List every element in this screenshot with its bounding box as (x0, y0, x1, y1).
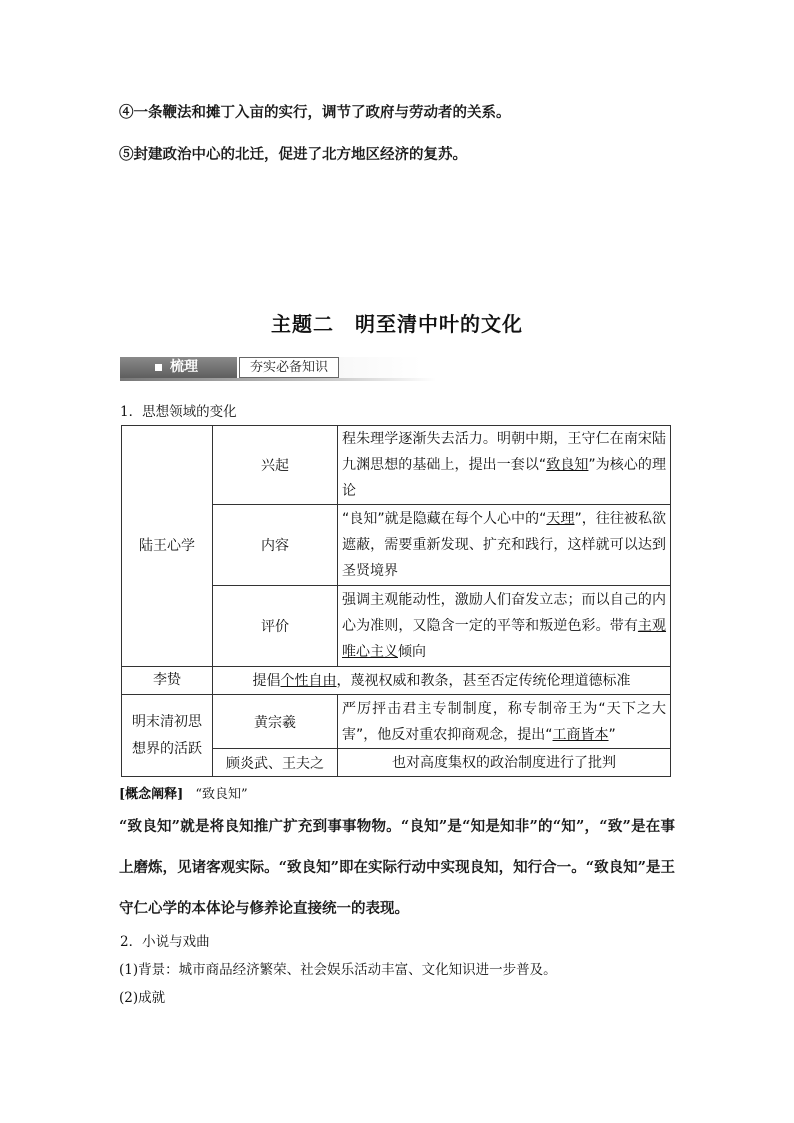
concept-tag: [概念阐释] (119, 787, 184, 802)
content-text: 提倡 (252, 672, 281, 689)
group-label-lizhi: 李贽 (122, 667, 213, 695)
aspect-cell: 评价 (213, 586, 338, 667)
section1-heading: 1．思想领域的变化 (120, 404, 237, 420)
content-text: ”，往往被私欲遮蔽，需要重新发现、扩充和践行，这样就可以达到圣贤境界 (342, 511, 666, 579)
content-text: 强调主观能动性，激励人们奋发立志；而以自己的内心为准则，又隐含一定的平等和叛逆色彩。带有 (342, 592, 666, 634)
concept-term: “致良知” (195, 787, 248, 802)
aspect-cell: 顾炎武、王夫之 (213, 749, 338, 777)
banner-underline (120, 378, 436, 381)
content-cell (213, 667, 671, 695)
aspect-cell: 兴起 (213, 426, 338, 505)
aspect-cell: 黄宗羲 (213, 695, 338, 749)
content-text: ” (608, 726, 616, 743)
section2-item-1: (1)背景：城市商品经济繁荣、社会娱乐活动丰富、文化知识进一步普及。 (119, 962, 557, 978)
section2-item-2: (2)成就 (119, 990, 166, 1006)
table-row (122, 667, 671, 695)
banner-tab (120, 357, 237, 378)
table-row (122, 695, 671, 749)
section-banner (120, 357, 436, 383)
banner-main-label: 梳理 (170, 359, 198, 375)
content-cell (338, 426, 671, 505)
content-cell (338, 586, 671, 667)
topic-title: 主题二 明至清中叶的文化 (271, 312, 523, 336)
banner-sub-label: 夯实必备知识 (239, 357, 339, 378)
content-text: ，蔑视权威和教条，甚至否定传统伦理道德标准 (336, 672, 631, 689)
content-text: 倾向 (398, 644, 426, 660)
concept-header (119, 783, 248, 802)
concept-body: “致良知”就是将良知推广扩充到事事物物。“良知”是“知是知非”的“知”，“致”是在事上磨炼，见诸客观实际。“致良知”即在实际行动中实现良知，知行合一。“致良知”是王守仁心学的本体论与修养论直接统一的表现。 (119, 818, 675, 917)
section2-heading: 2．小说与戏曲 (120, 934, 210, 950)
content-cell (338, 505, 671, 586)
underlined-keyword: 天理 (546, 511, 575, 527)
content-cell: 也对高度集权的政治制度进行了批判 (338, 749, 671, 777)
content-cell (338, 695, 671, 749)
aspect-cell: 内容 (213, 505, 338, 586)
underlined-keyword: 工商皆本 (552, 726, 609, 743)
intro-item-4: ④一条鞭法和摊丁入亩的实行，调节了政府与劳动者的关系。 (119, 104, 511, 121)
underlined-keyword: 个性自由 (280, 672, 337, 689)
banner-sub-area (239, 357, 467, 378)
content-text: “良知”就是隐藏在每个人心中的“ (342, 511, 547, 527)
table-row (122, 426, 671, 505)
content-text: ”为核心的理论 (342, 457, 666, 499)
group-label-luwang: 陆王心学 (122, 426, 213, 667)
underlined-keyword: 致良知 (546, 457, 589, 473)
group-label-late-ming: 明末清初思想界的活跃 (122, 695, 213, 777)
underlined-keyword: 主观唯心主义 (342, 618, 667, 660)
content-text: 严厉抨击君主专制制度，称专制帝王为“天下之大害”，他反对重农抑商观念，提出“ (342, 700, 666, 743)
intro-item-5: ⑤封建政治中心的北迁，促进了北方地区经济的复苏。 (119, 146, 467, 163)
thought-change-table (121, 425, 671, 777)
content-text: 程朱理学逐渐失去活力。明朝中期，王守仁在南宋陆九渊思想的基础上，提出一套以“ (342, 431, 666, 473)
